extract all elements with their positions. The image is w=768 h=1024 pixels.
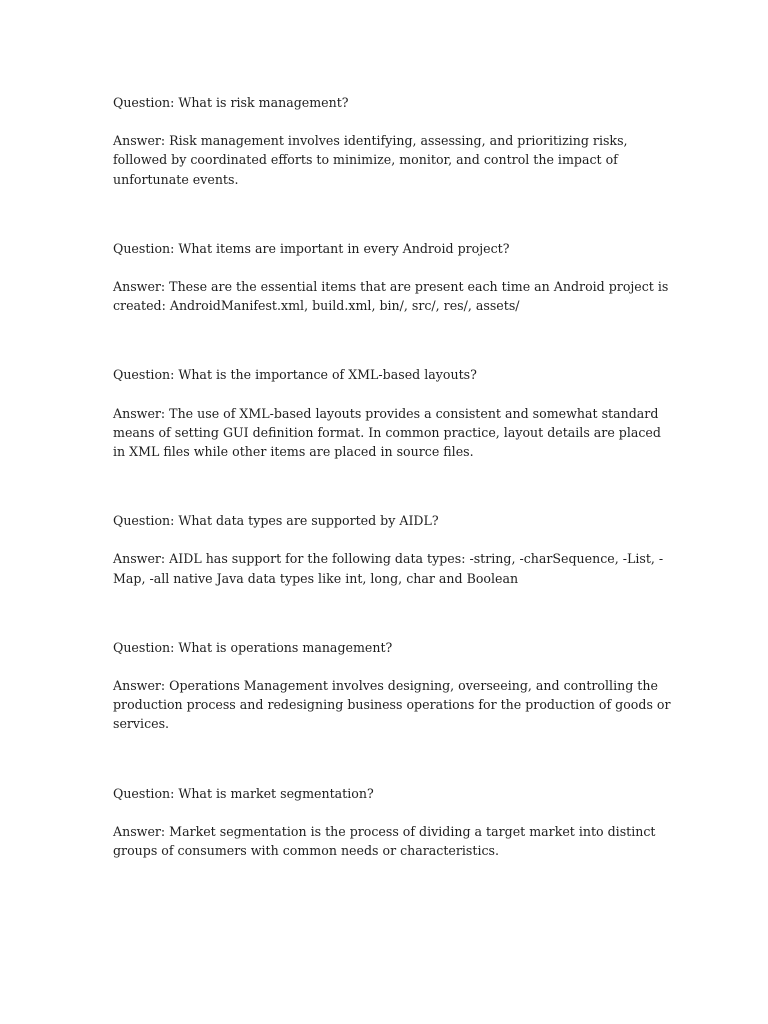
qa-block [113,511,673,588]
question-text: Question: What is operations management? [113,639,393,655]
question-text: Question: What is risk management? [113,95,349,110]
qa-block [113,239,673,316]
question-text: Question: What is market segmentation? [113,785,374,801]
answer-text: Answer: Market segmentation is the process of dividing a target market into distinct groups of consumers with common needs or characteristics. [113,823,656,859]
answer-text: Answer: AIDL has support for the following data types: -string, -charSequence, -List, -Map, -all native Java data types like int, long, char and Boolean [113,551,664,586]
answer-text: Answer: Risk management involves identifying, assessing, and prioritizing risks, followed by coordinated efforts to minimize, monitor, and control the impact of unfortunate events. [113,133,628,187]
qa-block [113,638,673,734]
question-text: Question: What data types are supported by AIDL? [113,513,439,529]
answer-text: Answer: The use of XML-based layouts provides a consistent and somewhat standard means of setting GUI definition format. In common practice, layout details are placed in XML files while other items are placed in source files. [113,405,661,460]
question-text: Question: What items are important in every Android project? [113,240,510,256]
qa-block [113,93,673,189]
qa-block [113,784,673,861]
answer-text: Answer: These are the essential items that are present each time an Android project is created: AndroidManifest.xml, build.xml, bin/, src/, res/, assets/ [113,279,669,314]
answer-text: Answer: Operations Management involves designing, overseeing, and controlling the production process and redesigning business operations for the production of goods or services. [113,678,671,732]
question-text: Question: What is the importance of XML-based layouts? [113,367,477,383]
qa-block [113,365,673,461]
document-page [113,93,673,860]
